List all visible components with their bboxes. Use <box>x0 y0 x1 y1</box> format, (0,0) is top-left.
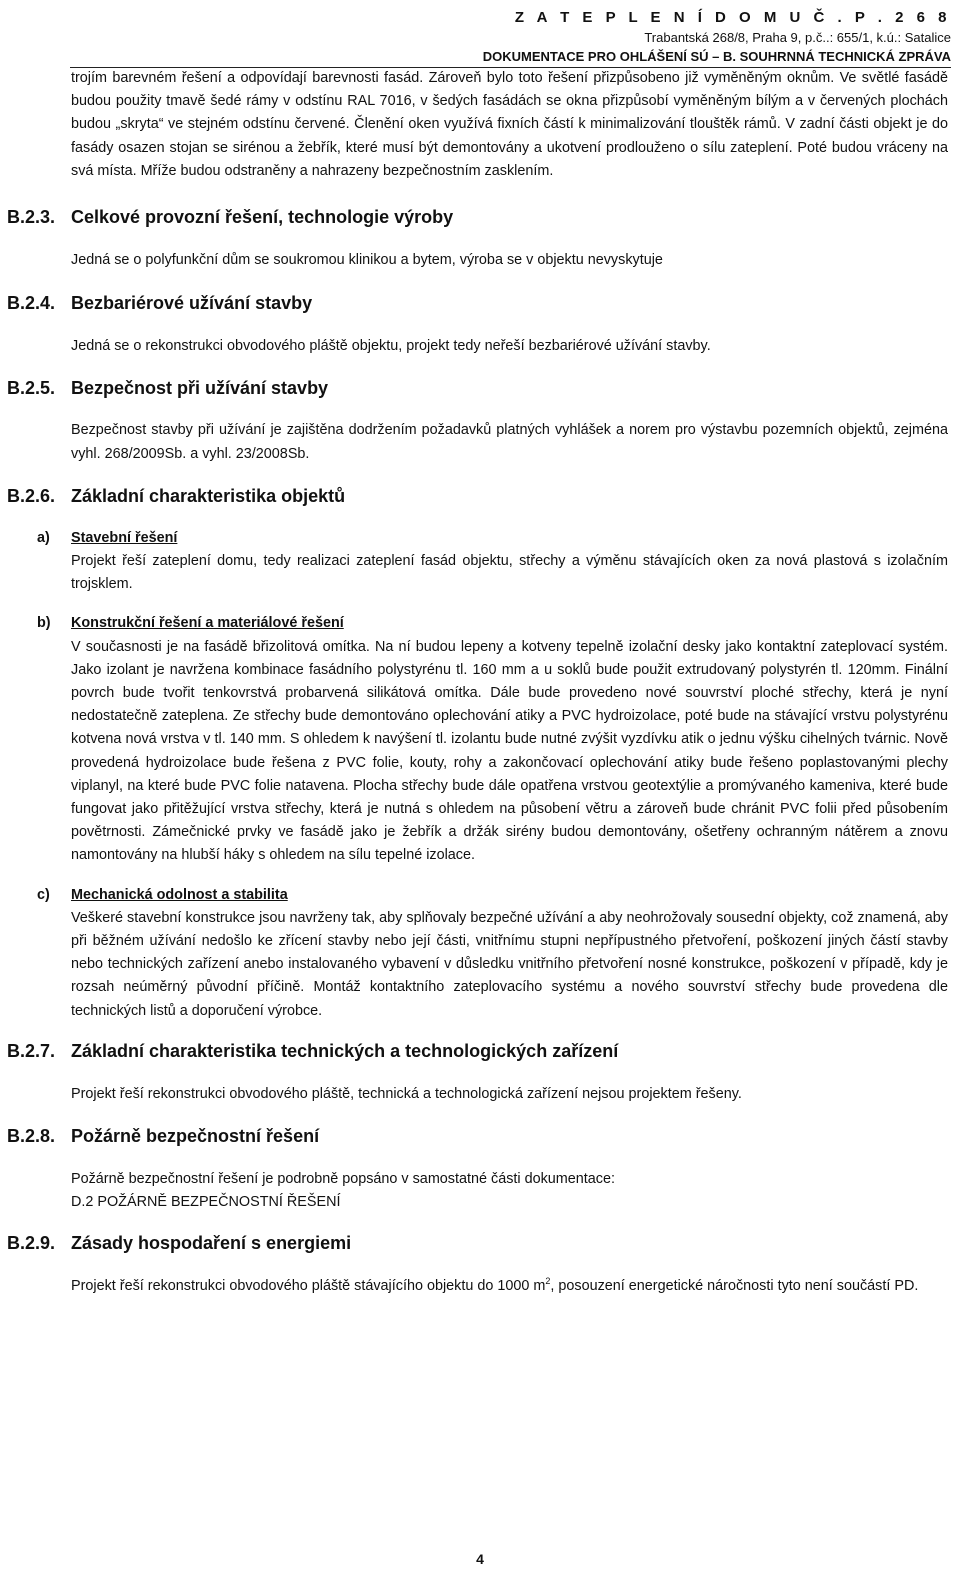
section-text: Požárně bezpečnostní řešení je podrobně popsáno v samostatné části dokumentace: <box>71 1171 615 1188</box>
section-heading <box>7 291 948 315</box>
section-b-2-6 <box>7 484 948 1023</box>
subsection-title: Stavební řešení <box>71 529 178 546</box>
page-number: 4 <box>476 1551 484 1567</box>
section-number: B.2.5. <box>7 378 56 399</box>
section-text: Projekt řeší rekonstrukci obvodového pláště, technická a technologická zařízení nejsou projektem řešeny. <box>71 1085 742 1102</box>
section-number: B.2.7. <box>7 1040 56 1061</box>
section-title: Bezpečnost při užívání stavby <box>71 378 329 399</box>
superscript: 2 <box>545 1275 551 1286</box>
header-document-type: DOKUMENTACE PRO OHLÁŠENÍ SÚ – B. SOUHRNNÁ TECHNICKÁ ZPRÁVA <box>482 49 951 64</box>
section-title: Požárně bezpečnostní řešení <box>71 1126 320 1147</box>
section-b-2-3 <box>7 205 948 272</box>
section-heading <box>7 1124 948 1148</box>
section-title: Základní charakteristika technických a technologických zařízení <box>71 1040 619 1061</box>
section-b-2-4 <box>7 291 948 358</box>
section-number: B.2.9. <box>7 1232 56 1253</box>
subsection-label: c) <box>37 886 50 903</box>
section-text: Bezpečnost stavby při užívání je zajištěna dodržením požadavků platných vyhlášek a norem pro výstavbu pozemních objektů, zejména vyhl. 268/2009Sb. a vyhl. 23/2008Sb. <box>71 422 948 462</box>
section-heading <box>7 205 948 229</box>
subsection-c <box>37 884 948 1023</box>
subsection-text: V současnosti je na fasádě břizolitová omítka. Na ní budou lepeny a kotveny tepelně izolační desky jako kontaktní zateplovací systém. Jako izolant je navržena kombinace fasádního polystyrénu tl. 160 mm a u soklů bude použit extrudovaný polystyrén tl. 120mm. Finální povrch bude tvořit tenkovrstvá probarvená silikátová omítka. Dále bude provedeno nové souvrství ploché střechy, která je nyní nedostatečně zateplena. Ze střechy bude demontováno oplechování atiky a PVC hydroizolace, poté bude na stávající vrstvu polystyrénu kotvena nová vrstva v tl. 140 mm. S ohledem k navýšení tl. izolantu bude nutné zvýšit vyzdívku atik o jednu výšku cihelných tvárnic. Nově provedená hydroizolace bude řešena z PVC folie, kouty, rohy a zakončovací oplechování atiky bude řešeno poplastovanými plechy viplanyl, na které bude PVC folie natavena. Plocha střechy bude dále opatřena vrstvou geotextýlie a promývaného kameniva, které bude fungovat jako přitěžující vrstva střechy, která je nutná s ohledem na působení větru a zároveň bude chránit PVC folii před působením povětrnosti. Zámečnické prvky ve fasádě jako je žebřík a držák sirény budou demontovány, ošetřeny ochranným nátěrem a znovu namontovány na hlubší háky s ohledem na sílu tepelné izolace. <box>71 638 948 864</box>
subsection-label: a) <box>37 529 50 546</box>
document-body <box>7 70 948 1298</box>
section-number: B.2.4. <box>7 293 56 314</box>
section-b-2-9 <box>7 1231 948 1298</box>
section-heading <box>7 484 948 508</box>
section-text: Jedná se o polyfunkční dům se soukromou klinikou a bytem, výroba se v objektu nevyskytuje <box>71 252 663 269</box>
subsection-text: Veškeré stavební konstrukce jsou navrženy tak, aby splňovaly bezpečné užívání a aby neohrožovaly sousední objekty, což znamená, aby při běžném užívání nedošlo ke zřícení stavby nebo její části, vnitřnímu stupni nepřípustného přetvoření, poškození jiných částí stavby nebo technických zařízení anebo instalovaného vybavení v důsledku vnitřního přetvoření nosné konstrukce, poškození v případě, kdy je rozsah neúměrný původní příčině. Montáž kontaktního zateplovacího systému a nového souvrství střechy bude provedena dle technických listů a doporučení výrobce. <box>71 909 948 1019</box>
section-text-reference: D.2 POŽÁRNĚ BEZPEČNOSTNÍ ŘEŠENÍ <box>71 1194 341 1211</box>
section-title: Zásady hospodaření s energiemi <box>71 1232 352 1253</box>
section-text-part: Projekt řeší rekonstrukci obvodového pláště stávajícího objektu do 1000 m <box>71 1277 546 1294</box>
subsection-title: Konstrukční řešení a materiálové řešení <box>71 615 344 632</box>
section-title: Celkové provozní řešení, technologie výroby <box>71 207 454 228</box>
section-number: B.2.8. <box>7 1126 56 1147</box>
intro-paragraph: trojím barevném řešení a odpovídají barevnosti fasád. Zároveň bylo toto řešení přizpůsobeno již vyměněným oknům. Ve světlé fasádě budou použity tmavě šedé rámy v odstínu RAL 7016, v šedých fasádách se okna přizpůsobí vyměněným bílým a v červených plochách budou „skryta“ ve stejném odstínu červené. Členění oken využívá fixních částí k minimalizování tlouštěk rámů. V zadní části objekt je do fasády osazen stojan se sirénou a žebřík, které musí být demontovány a ukotvení prodlouženo o sílu zateplení. Poté budou vráceny na svá místa. Mříže budou odstraněny a nahrazeny bezpečnostním zasklením. <box>71 70 948 179</box>
section-heading <box>7 376 948 400</box>
section-text <box>71 1275 948 1298</box>
section-heading <box>7 1231 948 1255</box>
section-number: B.2.3. <box>7 207 56 228</box>
section-title: Základní charakteristika objektů <box>71 485 346 506</box>
subsection-text: Projekt řeší zateplení domu, tedy realizaci zateplení fasád objektu, střechy a výměnu stávajících oken za nová plastová s izolačním trojsklem. <box>71 553 948 593</box>
section-b-2-8 <box>7 1124 948 1214</box>
section-text-part: , posouzení energetické náročnosti tyto není součástí PD. <box>550 1277 919 1294</box>
subsection-a <box>37 527 948 597</box>
section-b-2-7 <box>7 1039 948 1106</box>
header-address: Trabantská 268/8, Praha 9, p.č..: 655/1, k.ú.: Satalice <box>644 30 951 45</box>
section-b-2-5 <box>7 376 948 465</box>
subsection-label: b) <box>37 615 51 632</box>
section-text: Jedná se o rekonstrukci obvodového pláště objektu, projekt tedy neřeší bezbariérové užívání stavby. <box>71 338 711 355</box>
section-title: Bezbariérové užívání stavby <box>71 293 313 314</box>
header-title: Z A T E P L E N Í D O M U Č . P . 2 6 8 <box>514 9 951 26</box>
section-number: B.2.6. <box>7 485 56 506</box>
subsection-b <box>37 612 948 867</box>
subsection-title: Mechanická odolnost a stabilita <box>71 886 288 903</box>
section-heading <box>7 1039 948 1063</box>
header-block <box>391 8 951 66</box>
